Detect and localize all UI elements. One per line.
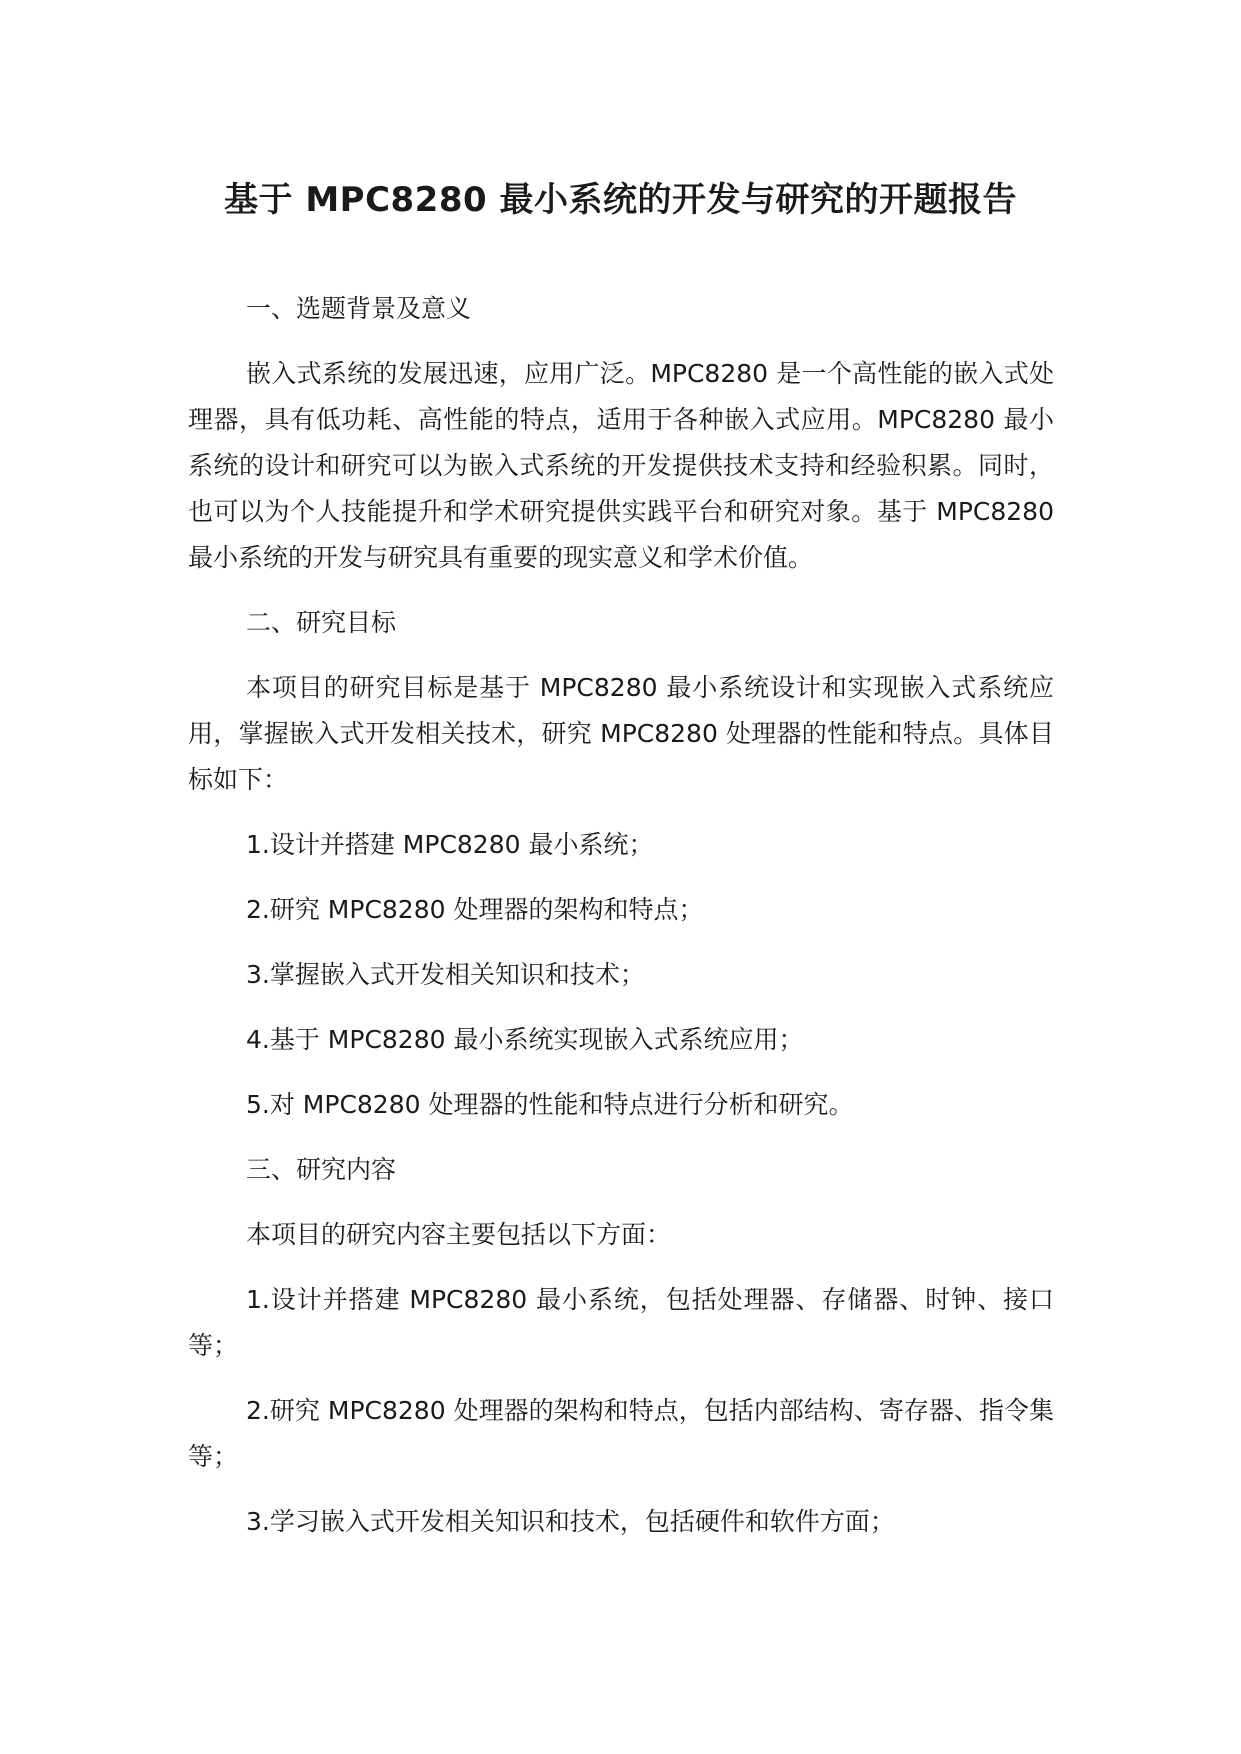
paragraph-background: 嵌入式系统的发展迅速，应用广泛。MPC8280 是一个高性能的嵌入式处理器，具有低功耗、高性能的特点，适用于各种嵌入式应用。MPC8280 最小系统的设计和研究可以为嵌入式系统的开发提供技术支持和经验积累。同时，也可以为个人技能提升和学术研究提供实践平台和研究对象。基于 MPC8280 最小系统的开发与研究具有重要的现实意义和学术价值。 [188,359,1054,572]
section-heading-background: 一、选题背景及意义 [246,294,472,323]
goal-item-2: 2.研究 MPC8280 处理器的架构和特点； [246,895,704,924]
section-heading-content: 三、研究内容 [246,1155,397,1184]
content-item-3: 3.学习嵌入式开发相关知识和技术，包括硬件和软件方面； [246,1507,895,1536]
goal-item-4: 4.基于 MPC8280 最小系统实现嵌入式系统应用； [246,1025,804,1054]
paragraph-content-intro: 本项目的研究内容主要包括以下方面： [246,1220,672,1249]
goal-item-1: 1.设计并搭建 MPC8280 最小系统； [246,830,654,859]
document-body [188,286,1054,1564]
document-title: 基于 MPC8280 最小系统的开发与研究的开题报告 [223,180,1017,220]
goal-item-3: 3.掌握嵌入式开发相关知识和技术； [246,960,645,989]
content-item-2: 2.研究 MPC8280 处理器的架构和特点，包括内部结构、寄存器、指令集等； [188,1396,1054,1471]
goal-item-5: 5.对 MPC8280 处理器的性能和特点进行分析和研究。 [246,1090,854,1119]
section-heading-goals: 二、研究目标 [246,608,397,637]
content-item-1: 1.设计并搭建 MPC8280 最小系统，包括处理器、存储器、时钟、接口等； [188,1285,1054,1360]
paragraph-goals-intro: 本项目的研究目标是基于 MPC8280 最小系统设计和实现嵌入式系统应用，掌握嵌入式开发相关技术，研究 MPC8280 处理器的性能和特点。具体目标如下： [188,673,1054,794]
